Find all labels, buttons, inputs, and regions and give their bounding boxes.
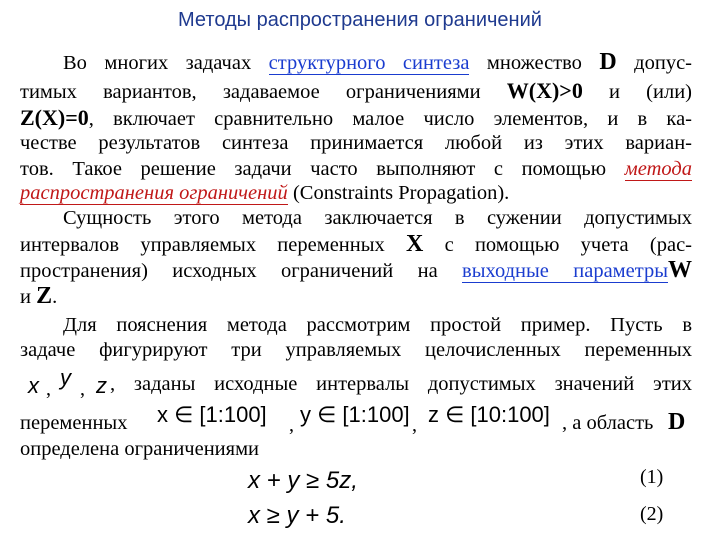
- p2-line-3: [20, 258, 692, 283]
- p3-line-5: определена ограничениями: [20, 438, 260, 460]
- text-run: тимых вариантов, задаваемое ограничениями: [20, 81, 507, 103]
- link-output-parameters[interactable]: выходные параметры: [462, 260, 668, 282]
- text-run: допус-: [616, 52, 692, 74]
- var-z: z: [96, 373, 107, 398]
- formula-W: W(X)>0: [506, 78, 583, 103]
- equation-2: x ≥ y + 5.: [248, 502, 346, 529]
- link-method[interactable]: метода: [624, 158, 692, 180]
- equation-number-1: (1): [640, 466, 664, 488]
- text-run: с помощью учета (рас-: [423, 234, 692, 256]
- link-structural-synthesis[interactable]: структурного синтеза: [268, 52, 470, 74]
- symbol-W: W: [668, 257, 692, 283]
- symbol-D: D: [599, 49, 617, 75]
- text-run: , включает сравнительно малое число элементов, и в ка-: [88, 108, 692, 130]
- range-y: y ∈ [1:100]: [300, 402, 410, 427]
- link-constraint-propagation[interactable]: распространения ограничений: [20, 182, 288, 204]
- p2-line-1: Сущность этого метода заключается в сужении допустимых: [63, 207, 692, 229]
- p2-line-4: [20, 284, 692, 309]
- p1-line-4: честве результатов синтеза принимается любой из этих вариан-: [20, 132, 692, 154]
- p1-line-5: [20, 157, 692, 181]
- p3-line-4-start: переменных: [20, 412, 128, 434]
- equation-number-2: (2): [640, 503, 664, 525]
- var-y: y: [60, 365, 71, 390]
- comma: ,: [289, 414, 294, 436]
- p1-line-2: [20, 79, 692, 104]
- text-run: множество: [469, 52, 600, 74]
- text-run: и (или): [582, 81, 692, 103]
- p2-line-2: [20, 232, 692, 257]
- text-run: и: [20, 286, 37, 308]
- p1-line-3: [20, 106, 692, 131]
- p3-line-2: задаче фигурируют три управляемых целочисленных переменных: [20, 339, 692, 361]
- range-x: x ∈ [1:100]: [157, 402, 267, 427]
- p1-line-1: [63, 50, 692, 75]
- text-run: Во многих задачах: [63, 52, 269, 74]
- comma: ,: [412, 414, 417, 436]
- symbol-D: D: [668, 409, 686, 435]
- p1-line-6: [20, 181, 692, 205]
- text-run: тов. Такое решение задачи часто выполняют с помощью: [20, 158, 625, 180]
- range-z: z ∈ [10:100]: [428, 402, 550, 427]
- equation-1: x + y ≥ 5z,: [248, 467, 358, 494]
- text-run: интервалов управляемых переменных: [20, 234, 407, 256]
- text-run: , а область: [562, 412, 654, 434]
- text-run: .: [52, 286, 58, 308]
- var-x: x: [28, 373, 39, 398]
- slide-title: Методы распространения ограничений: [178, 9, 542, 31]
- comma: ,: [46, 378, 51, 400]
- p3-line-3: , заданы исходные интервалы допустимых значений этих: [110, 373, 692, 395]
- text-run: пространения) исходных ограничений на: [20, 260, 463, 282]
- text-run: (Constraints Propagation).: [287, 182, 510, 204]
- symbol-X: X: [406, 231, 424, 257]
- symbol-Z: Z: [36, 283, 53, 309]
- p3-line-1: Для пояснения метода рассмотрим простой пример. Пусть в: [63, 314, 692, 336]
- formula-Z: Z(X)=0: [20, 105, 89, 130]
- comma: ,: [80, 378, 85, 400]
